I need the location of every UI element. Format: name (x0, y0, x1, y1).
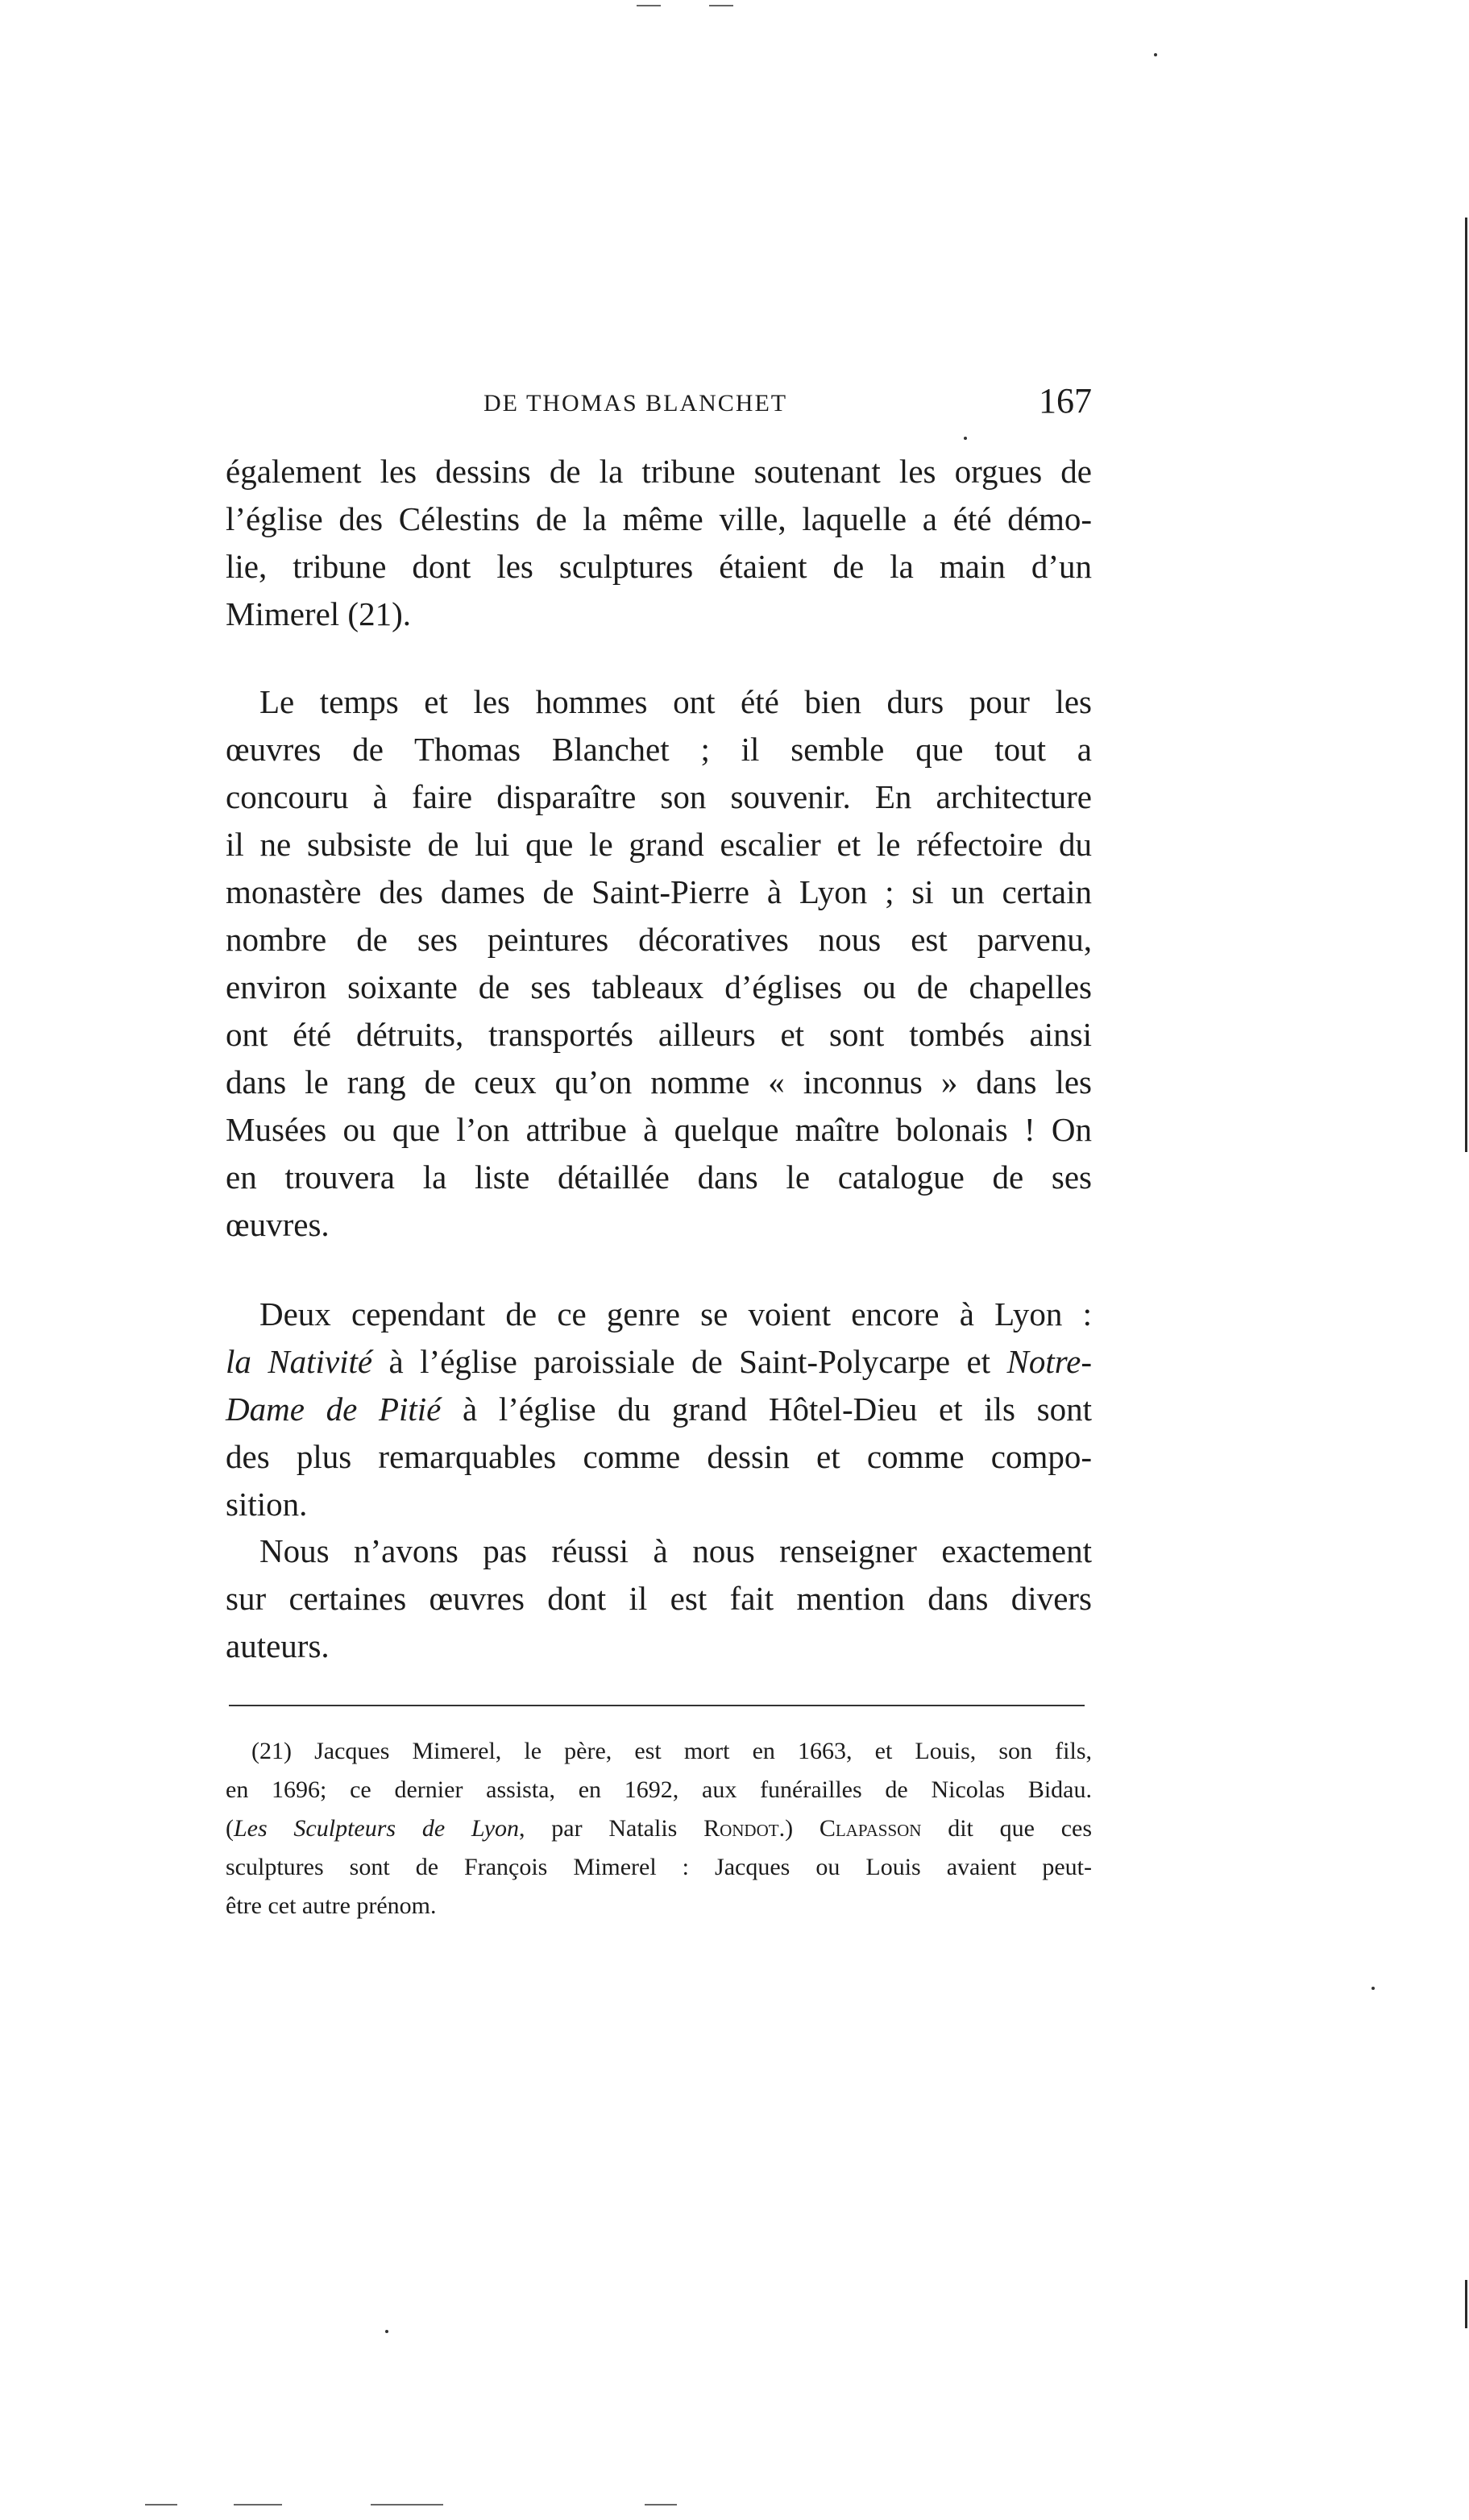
scan-speck (385, 2330, 388, 2333)
text-line: ont été détruits, transportés ailleurs et sont tombés ainsi (226, 1016, 1092, 1053)
text-line: sur certaines œuvres dont il est fait mention dans divers (226, 1580, 1092, 1617)
text-line: œuvres de Thomas Blanchet ; il semble que tout a (226, 731, 1092, 768)
text-line: l’église des Célestins de la même ville, laquelle a été démo- (226, 500, 1092, 537)
text-line: Deux cependant de ce genre se voient encore à Lyon : (259, 1295, 1092, 1333)
scan-dash (645, 2504, 677, 2505)
text-line: concouru à faire disparaître son souvenir. En architecture (226, 778, 1092, 815)
footnote-rule (229, 1705, 1085, 1706)
footnote-line: (21) Jacques Mimerel, le père, est mort en 1663, et Louis, son fils, (251, 1738, 1092, 1764)
text-line: environ soixante de ses tableaux d’églises ou de chapelles (226, 968, 1092, 1005)
scan-edge-line (1465, 218, 1467, 1152)
text-line: sition. (226, 1486, 308, 1523)
paragraph-3 (226, 1291, 1092, 1528)
text-line: Nous n’avons pas réussi à nous renseigner exactement (259, 1532, 1092, 1569)
scan-speck (964, 437, 967, 440)
text-line: monastère des dames de Saint-Pierre à Lyon ; si un certain (226, 873, 1092, 910)
text-line: œuvres. (226, 1206, 330, 1243)
text-line: nombre de ses peintures décoratives nous est parvenu, (226, 921, 1092, 958)
text-run: à l’église du grand Hôtel-Dieu et ils sont (441, 1391, 1092, 1428)
author-name-rondot: Rondot (703, 1815, 779, 1842)
scan-dash (145, 2504, 177, 2505)
text-run: ( (226, 1815, 234, 1842)
text-line: Mimerel (21). (226, 595, 411, 632)
text-run: à l’église paroissiale de Saint-Polycarpe et (372, 1343, 1007, 1380)
paragraph-4 (226, 1527, 1092, 1670)
footnote-line-with-italics (226, 1809, 1092, 1848)
text-line: en trouvera la liste détaillée dans le catalogue de ses (226, 1158, 1092, 1196)
running-head (226, 381, 1092, 433)
text-line-with-italics (226, 1386, 1092, 1433)
scan-dash (371, 2504, 443, 2505)
running-title: DE THOMAS BLANCHET (483, 390, 788, 417)
text-line: dans le rang de ceux qu’on nomme « inconnus » dans les (226, 1063, 1092, 1100)
text-line-with-italics (226, 1338, 1092, 1386)
footnote-21 (226, 1732, 1092, 1925)
text-run: .) (778, 1815, 820, 1842)
text-line: auteurs. (226, 1627, 330, 1664)
text-line: également les dessins de la tribune soutenant les orgues de (226, 453, 1092, 490)
footnote-line: être cet autre prénom. (226, 1892, 437, 1919)
scan-dash (637, 5, 661, 6)
paragraph-1 (226, 448, 1092, 638)
page-number: 167 (1039, 381, 1092, 421)
italic-title-dame-de-pitie: Dame de Pitié (226, 1391, 442, 1428)
scan-dash (709, 5, 733, 6)
text-line: lie, tribune dont les sculptures étaient de la main d’un (226, 548, 1092, 585)
text-run: dit que ces (921, 1815, 1093, 1842)
italic-title-nativite: la Nativité (226, 1343, 373, 1380)
scan-speck (1371, 1987, 1375, 1990)
author-name-clapasson: Clapasson (819, 1815, 922, 1842)
italic-book-title: Les Sculpteurs de Lyon (234, 1815, 520, 1842)
text-run: , par Natalis (519, 1815, 704, 1842)
text-line: il ne subsiste de lui que le grand escalier et le réfectoire du (226, 826, 1092, 863)
scan-dash (234, 2504, 282, 2505)
italic-title-notre: Notre- (1006, 1343, 1092, 1380)
text-line: Le temps et les hommes ont été bien durs pour les (259, 683, 1092, 720)
scan-speck (1154, 53, 1157, 56)
footnote-line: sculptures sont de François Mimerel : Jacques ou Louis avaient peut- (226, 1854, 1092, 1880)
text-line: Musées ou que l’on attribue à quelque maître bolonais ! On (226, 1111, 1092, 1148)
footnote-line: en 1696; ce dernier assista, en 1692, aux funérailles de Nicolas Bidau. (226, 1776, 1092, 1803)
paragraph-2 (226, 678, 1092, 1249)
text-line: des plus remarquables comme dessin et comme compo- (226, 1438, 1092, 1475)
scan-edge-line-lower (1465, 2280, 1467, 2328)
